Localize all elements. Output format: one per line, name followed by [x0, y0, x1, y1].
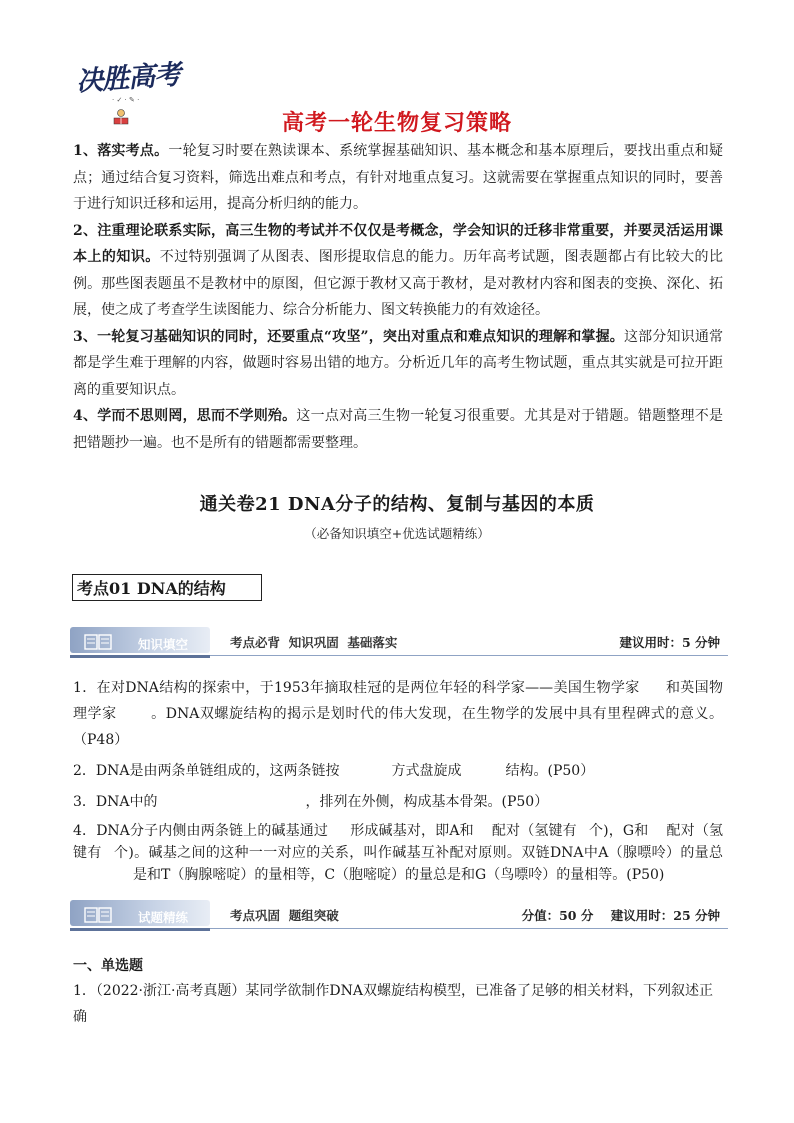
- main-title: 高考一轮生物复习策略: [281, 111, 512, 136]
- section-subtitle: （必备知识填空+优选试题精练）: [304, 526, 490, 541]
- question-4-text-b: 形成碱基对，即A和: [350, 823, 474, 839]
- question-4-text-d: 个)，G和: [588, 823, 649, 839]
- question-2-text-c: 结构。(P50）: [505, 763, 595, 779]
- knowledge-fill-banner: [70, 625, 720, 659]
- question-1-text-b: 和英国物理学家: [73, 680, 723, 722]
- banner-tag-label: 试题精练: [138, 910, 189, 925]
- question-2: [73, 758, 723, 784]
- logo-text: 决胜高考: [75, 59, 182, 98]
- question-2-text-b: 方式盘旋成: [391, 763, 462, 779]
- banner-description: 考点巩固 题组突破: [230, 908, 339, 923]
- banner-divider-accent: [70, 928, 210, 931]
- section-title: 通关卷21 DNA分子的结构、复制与基因的本质: [199, 494, 595, 515]
- banner-divider-accent: [70, 655, 210, 658]
- question-3-text-a: 3．DNA中的: [73, 794, 158, 810]
- banner-tag: [70, 627, 210, 653]
- strategy-item-3: [73, 324, 723, 404]
- banner-tag-label: 知识填空: [138, 637, 189, 652]
- kaodian-heading: 考点01 DNA的结构: [72, 574, 262, 601]
- strategy-item-2-heading: 2、注重理论联系实际，高三生物的考试并不仅仅是考概念，学会知识的迁移非常重要，并要灵活运用课本上的知识。: [73, 222, 723, 265]
- strategy-item-4-heading: 4、学而不思则罔，思而不学则殆。: [73, 408, 297, 424]
- strategy-item-1-text: 一轮复习时要在熟读课本、系统掌握基础知识、基本概念和基本原理后，要找出重点和疑点；通过结合复习资料，筛选出难点和考点，有针对地重点复习。这就需要在掌握重点知识的同时，要善于进行知识迁移和运用，提高分析归纳的能力。: [73, 143, 723, 212]
- strategy-item-3-text: 这部分知识通常都是学生难于理解的内容，做题时容易出错的地方。分析近几年的高考生物试题，重点其实就是可拉开距离的重要知识点。: [73, 328, 723, 398]
- logo-subtext: · ✓ · ✎ ·: [112, 96, 140, 104]
- exercise-banner: [70, 898, 720, 932]
- question-2-text-a: 2．DNA是由两条单链组成的，这两条链按: [73, 763, 340, 779]
- question-1: [73, 675, 723, 753]
- question-4-text-c: 配对（氢键有: [491, 823, 577, 839]
- question-4-text-f: 个)。碱基之间的这种一一对应的关系，叫作碱基互补配对原则。双链DNA中A（腺嘌呤）的量总: [113, 845, 724, 861]
- question-4: [73, 820, 723, 886]
- question-3-text-b: ，排列在外侧，构成基本骨架。(P50）: [305, 794, 549, 810]
- question-mc-1: 1．（2022·浙江·高考真题）某同学欲制作DNA双螺旋结构模型，已准备了足够的相关材料，下列叙述正确: [73, 983, 714, 1025]
- strategy-item-1-heading: 1、落实考点。: [73, 143, 169, 159]
- strategy-item-2: [73, 218, 723, 324]
- question-3: [73, 789, 723, 815]
- strategy-item-1: [73, 138, 723, 218]
- strategy-item-4: [73, 403, 723, 456]
- banner-tag: [70, 900, 210, 926]
- banner-description: 考点必背 知识巩固 基础落实: [230, 635, 398, 650]
- book-icon: [84, 634, 112, 650]
- strategy-item-2-text: 不过特别强调了从图表、图形提取信息的能力。历年高考试题，图表题都占有比较大的比例。那些图表题虽不是教材中的原图，但它源于教材又高于教材，是对教材内容和图表的变换、深化、拓展，使之成了考查学生读图能力、综合分析能力、图文转换能力的有效途径。: [73, 249, 724, 318]
- question-4-text-e: 配对（氢键有: [73, 823, 723, 861]
- score-and-time: 分值：50 分 建议用时：25 分钟: [521, 908, 720, 923]
- single-choice-heading: 一、单选题: [73, 958, 143, 974]
- book-icon: [84, 907, 112, 923]
- suggested-time: 建议用时：5 分钟: [619, 635, 720, 650]
- strategy-item-3-heading: 3、一轮复习基础知识的同时，还要重点“攻坚”，突出对重点和难点知识的理解和掌握。: [73, 328, 624, 345]
- question-4-text-g: 是和T（胸腺嘧啶）的量相等，C（胞嘧啶）的量总是和G（鸟嘌呤）的量相等。(P50): [133, 867, 665, 883]
- question-1-text-a: 1．在对DNA结构的探索中，于1953年摘取桂冠的是两位年轻的科学家——美国生物学家: [73, 680, 640, 696]
- question-1-text-c: 。DNA双螺旋结构的揭示是划时代的伟大发现，在生物学的发展中具有里程碑式的意义。（P48）: [73, 706, 723, 748]
- strategy-item-4-text: 这一点对高三生物一轮复习很重要。尤其是对于错题。错题整理不是把错题抄一遍。也不是所有的错题都需要整理。: [73, 408, 723, 451]
- strategy-section: [73, 138, 723, 456]
- fill-blank-questions: [73, 675, 723, 891]
- question-4-text-a: 4．DNA分子内侧由两条链上的碱基通过: [73, 823, 329, 839]
